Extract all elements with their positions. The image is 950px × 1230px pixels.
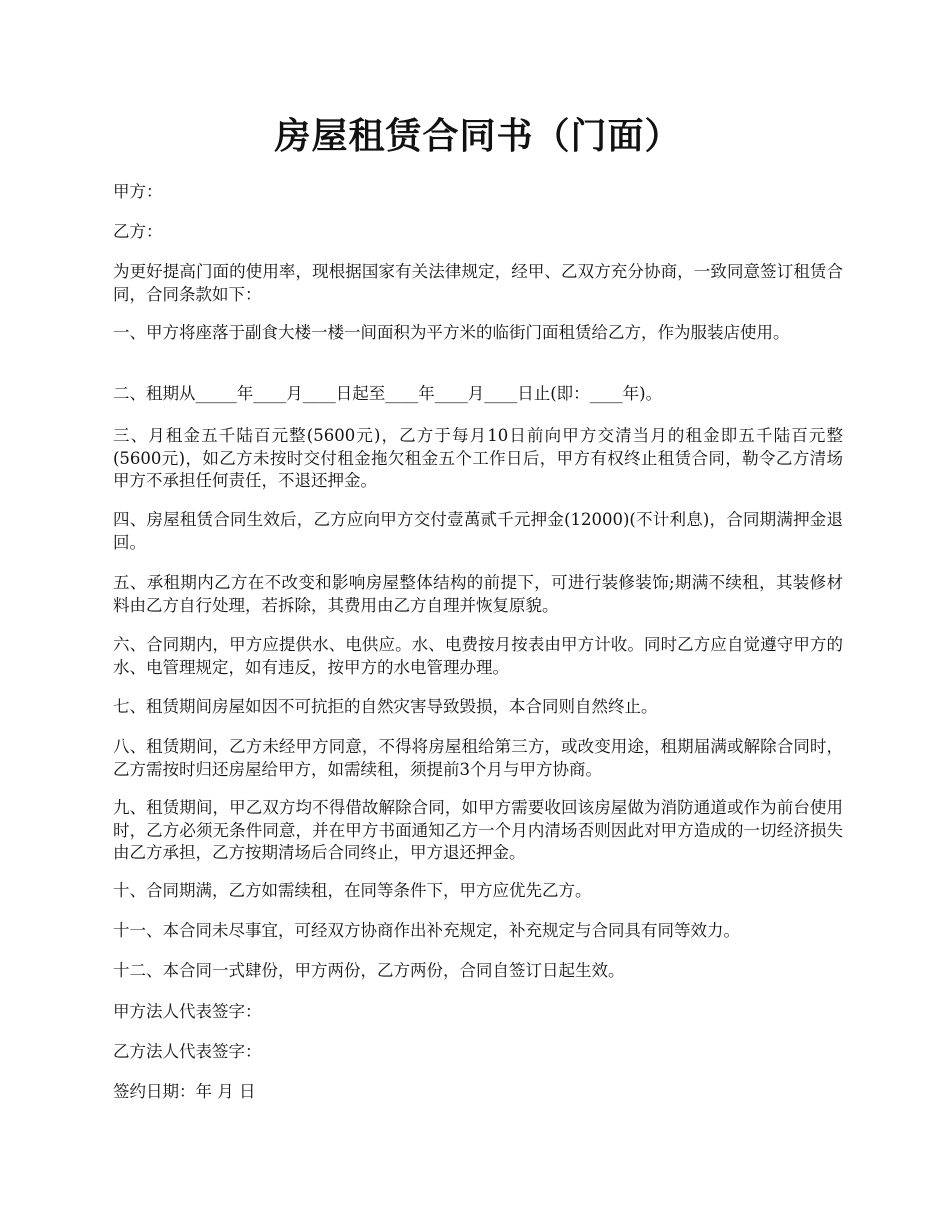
clause-7: 七、租赁期间房屋如因不可抗拒的自然灾害导致毁损，本合同则自然终止。 — [113, 697, 658, 716]
signature-party-b: 乙方法人代表签字： — [113, 1042, 262, 1061]
clause-4: 四、房屋租赁合同生效后，乙方应向甲方交付壹萬贰千元押金(12000)(不计利息)，合同期满押金退回。 — [113, 510, 843, 552]
clause-10: 十、合同期满，乙方如需续租，在同等条件下，甲方应优先乙方。 — [113, 881, 592, 900]
clause-1: 一、甲方将座落于副食大楼一楼一间面积为平方米的临街门面租赁给乙方，作为服装店使用。 — [113, 323, 790, 342]
clause-8: 八、租赁期间，乙方未经甲方同意，不得将房屋租给第三方，或改变用途，租期届满或解除合同时，乙方需按时归还房屋给甲方，如需续租，须提前3个月与甲方协商。 — [113, 737, 843, 779]
party-a-line: 甲方： — [113, 182, 163, 201]
clause-6: 六、合同期内，甲方应提供水、电供应。水、电费按月按表由甲方计收。同时乙方应自觉遵守甲方的水、电管理规定，如有违反，按甲方的水电管理办理。 — [113, 635, 843, 677]
clause-3: 三、月租金五千陆百元整(5600元)，乙方于每月10日前向甲方交清当月的租金即五千陆百元整(5600元)，如乙方未按时交付租金拖欠租金五个工作日后，甲方有权终止租赁合同，勒令乙方清场甲方不承担任何责任，不退还押金。 — [113, 426, 843, 490]
clause-5: 五、承租期内乙方在不改变和影响房屋整体结构的前提下，可进行装修装饰;期满不续租，其装修材料由乙方自行处理，若拆除，其费用由乙方自理并恢复原貌。 — [113, 573, 843, 615]
document-title: 房屋租赁合同书（门面） — [274, 115, 682, 157]
clause-2: 二、租期从_____年____月____日起至____年____月____日止(即：____年)。 — [113, 384, 663, 403]
signature-party-a: 甲方法人代表签字： — [113, 1002, 262, 1021]
party-b-line: 乙方： — [113, 222, 163, 241]
intro-paragraph: 为更好提高门面的使用率，现根据国家有关法律规定，经甲、乙双方充分协商，一致同意签订租赁合同，合同条款如下： — [113, 262, 843, 304]
clause-12: 十二、本合同一式肆份，甲方两份，乙方两份，合同自签订日起生效。 — [113, 961, 625, 980]
sign-date: 签约日期：年 月 日 — [113, 1082, 256, 1101]
clause-9: 九、租赁期间，甲乙双方均不得借故解除合同，如甲方需要收回该房屋做为消防通道或作为前台使用时，乙方必须无条件同意，并在甲方书面通知乙方一个月内清场否则因此对甲方造成的一切经济损失由乙方承担，乙方按期清场后合同终止，甲方退还押金。 — [113, 798, 843, 862]
clause-11: 十一、本合同未尽事宜，可经双方协商作出补充规定，补充规定与合同具有同等效力。 — [113, 921, 740, 940]
